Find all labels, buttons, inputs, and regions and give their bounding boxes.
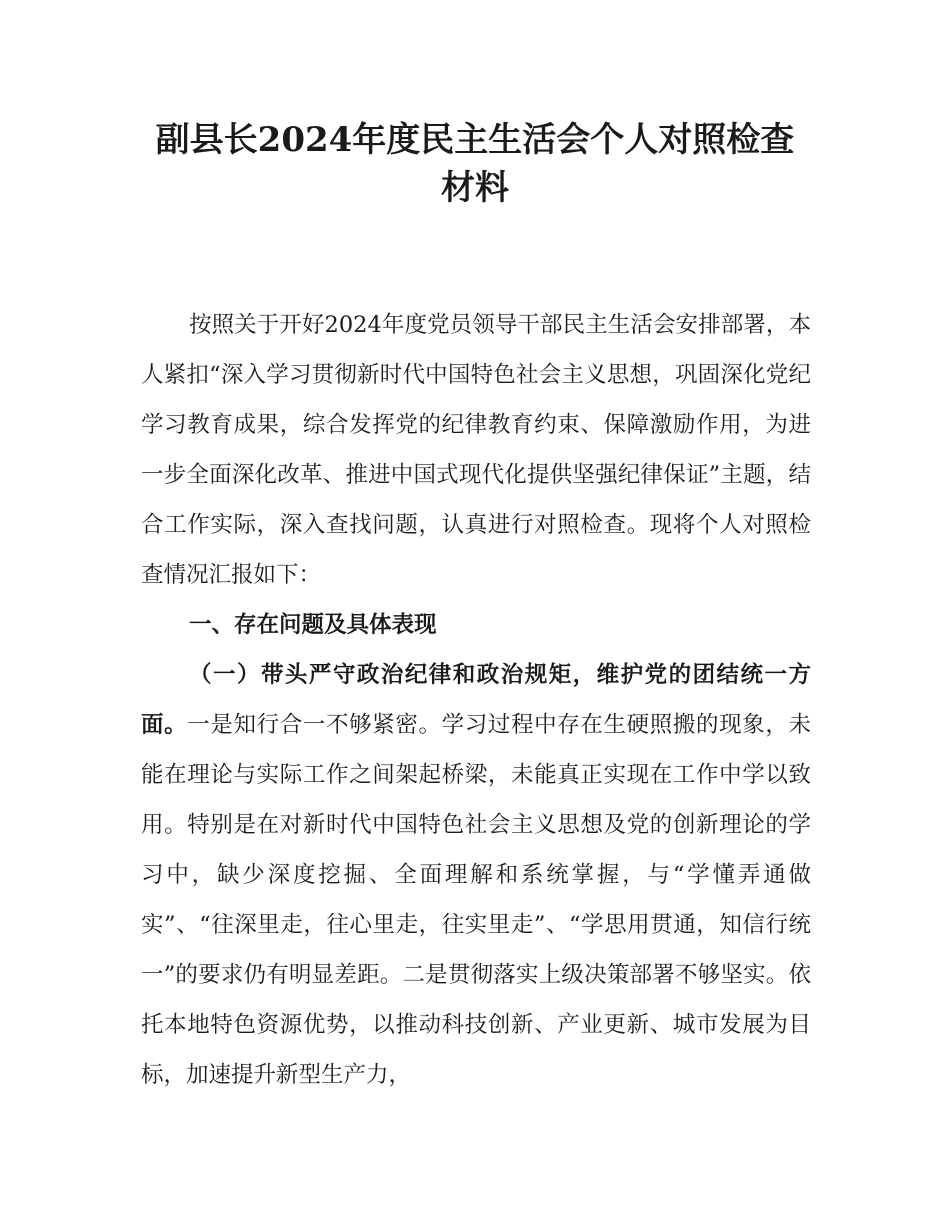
subsection-body: 一是知行合一不够紧密。学习过程中存在生硬照搬的现象，未能在理论与实际工作之间架起桥梁，未能真正实现在工作中学以致用。特别是在对新时代中国特色社会主义思想及党的创新理论的学习中，缺少深度挖掘、全面理解和系统掌握，与“学懂弄通做实”、“往深里走，往心里走，往实里走”、“学思用贯通，知信行统一”的要求仍有明显差距。二是贯彻落实上级决策部署不够坚实。依托本地特色资源优势，以推动科技创新、产业更新、城市发展为目标，加速提升新型生产力， — [141, 712, 811, 1088]
intro-paragraph: 按照关于开好2024年度党员领导干部民主生活会安排部署，本人紧扣“深入学习贯彻新时代中国特色社会主义思想，巩固深化党纪学习教育成果，综合发挥党的纪律教育约束、保障激励作用，为进一步全面深化改革、推进中国式现代化提供坚强纪律保证”主题，结合工作实际，深入查找问题，认真进行对照检查。现将个人对照检查情况汇报如下： — [141, 312, 811, 588]
document-title: 副县长2024年度民主生活会个人对照检查材料 — [155, 120, 795, 208]
subsection-lead: （一）带头严守政治纪律和政治规矩，维护党的团结统一方面。 — [141, 662, 811, 738]
subsection-paragraph — [141, 650, 811, 1100]
document-body — [141, 300, 811, 1100]
section-heading: 一、存在问题及具体表现 — [189, 612, 437, 638]
